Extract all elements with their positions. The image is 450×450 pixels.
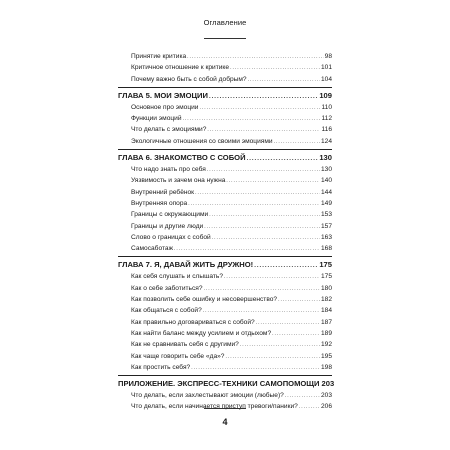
toc-entry-page: 98 bbox=[324, 53, 332, 60]
toc-entry-title: ГЛАВА 6. ЗНАКОМСТВО С СОБОЙ bbox=[118, 153, 246, 163]
dot-leader bbox=[212, 233, 320, 244]
toc-entry-title: ГЛАВА 5. МОИ ЭМОЦИИ bbox=[118, 90, 208, 100]
toc-entry-title: Как простить себя? bbox=[131, 363, 191, 371]
toc-section-entry[interactable] bbox=[118, 243, 332, 254]
toc-section-entry[interactable] bbox=[118, 209, 332, 220]
toc-entry-page: 184 bbox=[320, 307, 332, 315]
toc-section-entry[interactable] bbox=[118, 164, 332, 175]
dot-leader bbox=[224, 272, 320, 283]
toc-section-entry[interactable] bbox=[118, 124, 332, 135]
dot-leader bbox=[191, 363, 320, 374]
table-of-contents bbox=[118, 51, 335, 413]
toc-chapter-entry[interactable] bbox=[118, 89, 332, 102]
toc-entry-title: Как общаться с собой? bbox=[131, 307, 202, 315]
toc-entry-page: 130 bbox=[319, 153, 332, 163]
toc-entry-title: Границы и другие люди bbox=[131, 222, 204, 230]
toc-section-entry[interactable] bbox=[118, 390, 332, 401]
toc-section-entry[interactable] bbox=[118, 294, 332, 305]
toc-entry-title: Уязвимость и зачем она нужна bbox=[131, 177, 226, 185]
toc-entry-title: Внутренний ребёнок bbox=[131, 188, 195, 196]
toc-section-entry[interactable] bbox=[118, 74, 332, 85]
toc-entry-page: 175 bbox=[320, 273, 332, 281]
toc-section-entry[interactable] bbox=[118, 232, 332, 243]
dot-leader bbox=[209, 210, 320, 221]
toc-section-entry[interactable] bbox=[118, 221, 332, 232]
footer-rule bbox=[204, 408, 246, 409]
toc-entry-page: 109 bbox=[319, 90, 332, 100]
toc-entry-title: Самосаботаж bbox=[131, 245, 173, 253]
toc-section-entry[interactable] bbox=[118, 305, 332, 316]
dot-leader bbox=[278, 295, 320, 306]
toc-entry-title: Слово о границах с собой bbox=[131, 233, 211, 241]
toc-entry-title: Функции эмоций bbox=[131, 115, 182, 123]
page-number: 4 bbox=[222, 417, 228, 427]
dot-leader bbox=[225, 352, 320, 363]
toc-entry-title: Границы с окружающими bbox=[131, 211, 209, 219]
toc-chapter-entry[interactable] bbox=[118, 151, 332, 164]
toc-entry-page: 192 bbox=[320, 341, 332, 349]
toc-entry-title: Что делать, если захлестывают эмоции (любые)? bbox=[131, 392, 284, 400]
toc-entry-page: 101 bbox=[320, 64, 332, 72]
dot-leader bbox=[174, 244, 320, 255]
toc-entry-title: Принятие критика bbox=[131, 53, 187, 60]
toc-section-entry[interactable] bbox=[118, 317, 332, 328]
toc-section-entry[interactable] bbox=[118, 351, 332, 362]
toc-entry-title: Основное про эмоции bbox=[131, 103, 199, 111]
toc-entry-page: 195 bbox=[320, 352, 332, 360]
toc-chapter-entry[interactable] bbox=[118, 258, 332, 271]
toc-entry-title: Внутренняя опора bbox=[131, 199, 188, 207]
toc-entry-page: 175 bbox=[319, 260, 332, 270]
toc-section-entry[interactable] bbox=[118, 271, 332, 282]
toc-section-entry[interactable] bbox=[118, 62, 332, 73]
dot-leader bbox=[240, 340, 320, 351]
toc-entry-title: ПРИЛОЖЕНИЕ. ЭКСПРЕСС-ТЕХНИКИ САМОПОМОЩИ bbox=[118, 379, 320, 389]
toc-entry-page: 140 bbox=[320, 177, 332, 185]
toc-entry-title: Как чаще говорить себе «да»? bbox=[131, 352, 225, 360]
toc-entry-title: Что надо знать про себя bbox=[131, 166, 206, 174]
toc-entry-title: Как не сравнивать себя с другими? bbox=[131, 341, 239, 349]
toc-entry-title: Как себя слушать и слышать? bbox=[131, 273, 224, 281]
toc-entry-title: Критичное отношение к критике bbox=[131, 64, 230, 72]
dot-leader bbox=[299, 402, 320, 413]
toc-entry-title: Экологичные отношения со своими эмоциями bbox=[131, 137, 273, 145]
dot-leader bbox=[204, 222, 320, 233]
toc-entry-page: 144 bbox=[320, 188, 332, 196]
toc-entry-title: Как найти баланс между усилием и отдыхом? bbox=[131, 329, 272, 337]
dot-leader bbox=[200, 103, 321, 114]
toc-entry-page: 110 bbox=[321, 103, 332, 111]
toc-entry-page: 168 bbox=[320, 245, 332, 253]
toc-entry-page: 116 bbox=[321, 126, 332, 134]
toc-entry-page: 203 bbox=[321, 379, 335, 389]
toc-entry-page: 203 bbox=[320, 392, 332, 400]
toc-entry-page: 153 bbox=[320, 211, 332, 219]
toc-entry-title: Как правильно договариваться с собой? bbox=[131, 318, 255, 326]
toc-entry-page: 198 bbox=[320, 363, 332, 371]
toc-entry-page: 149 bbox=[320, 199, 332, 207]
toc-entry-title: Что делать с эмоциями? bbox=[131, 126, 207, 134]
chapter-rule bbox=[118, 256, 332, 257]
running-header: Оглавление bbox=[203, 18, 247, 27]
toc-section-entry[interactable] bbox=[118, 283, 332, 294]
dot-leader bbox=[226, 176, 320, 187]
toc-entry-title: ГЛАВА 7. Я, ДАВАЙ ЖИТЬ ДРУЖНО! bbox=[118, 260, 254, 270]
toc-chapter-entry[interactable] bbox=[118, 377, 335, 390]
chapter-rule bbox=[118, 87, 332, 88]
toc-entry-page: 124 bbox=[320, 137, 332, 145]
toc-section-entry[interactable] bbox=[118, 113, 332, 124]
toc-entry-page: 163 bbox=[320, 233, 332, 241]
dot-leader bbox=[272, 329, 320, 340]
toc-entry-page: 187 bbox=[320, 318, 332, 326]
toc-entry-title: Как о себе заботиться? bbox=[131, 284, 203, 292]
toc-section-entry[interactable] bbox=[118, 339, 332, 350]
toc-entry-title: Что делать, если начинается приступ тревоги/паники? bbox=[131, 403, 298, 411]
toc-entry-page: 182 bbox=[320, 296, 332, 304]
toc-entry-page: 206 bbox=[320, 403, 332, 411]
toc-section-entry[interactable] bbox=[118, 102, 332, 113]
toc-section-entry[interactable] bbox=[118, 328, 332, 339]
toc-section-entry[interactable] bbox=[118, 51, 332, 62]
toc-section-entry[interactable] bbox=[118, 187, 332, 198]
dot-leader bbox=[274, 137, 320, 148]
toc-entry-page: 112 bbox=[321, 115, 332, 123]
toc-section-entry[interactable] bbox=[118, 198, 332, 209]
toc-section-entry[interactable] bbox=[118, 175, 332, 186]
toc-section-entry[interactable] bbox=[118, 136, 332, 147]
toc-entry-page: 180 bbox=[320, 284, 332, 292]
chapter-rule bbox=[118, 375, 332, 376]
toc-entry-page: 189 bbox=[320, 329, 332, 337]
toc-entry-page: 130 bbox=[320, 166, 332, 174]
toc-entry-title: Как позволить себе ошибку и несовершенство? bbox=[131, 296, 278, 304]
toc-entry-page: 157 bbox=[320, 222, 332, 230]
toc-section-entry[interactable] bbox=[118, 362, 332, 373]
header-rule bbox=[204, 38, 246, 39]
dot-leader bbox=[248, 75, 320, 86]
toc-entry-page: 104 bbox=[320, 75, 332, 83]
chapter-rule bbox=[118, 149, 332, 150]
dot-leader bbox=[195, 188, 320, 199]
toc-entry-title: Почему важно быть с собой добрым? bbox=[131, 75, 247, 83]
